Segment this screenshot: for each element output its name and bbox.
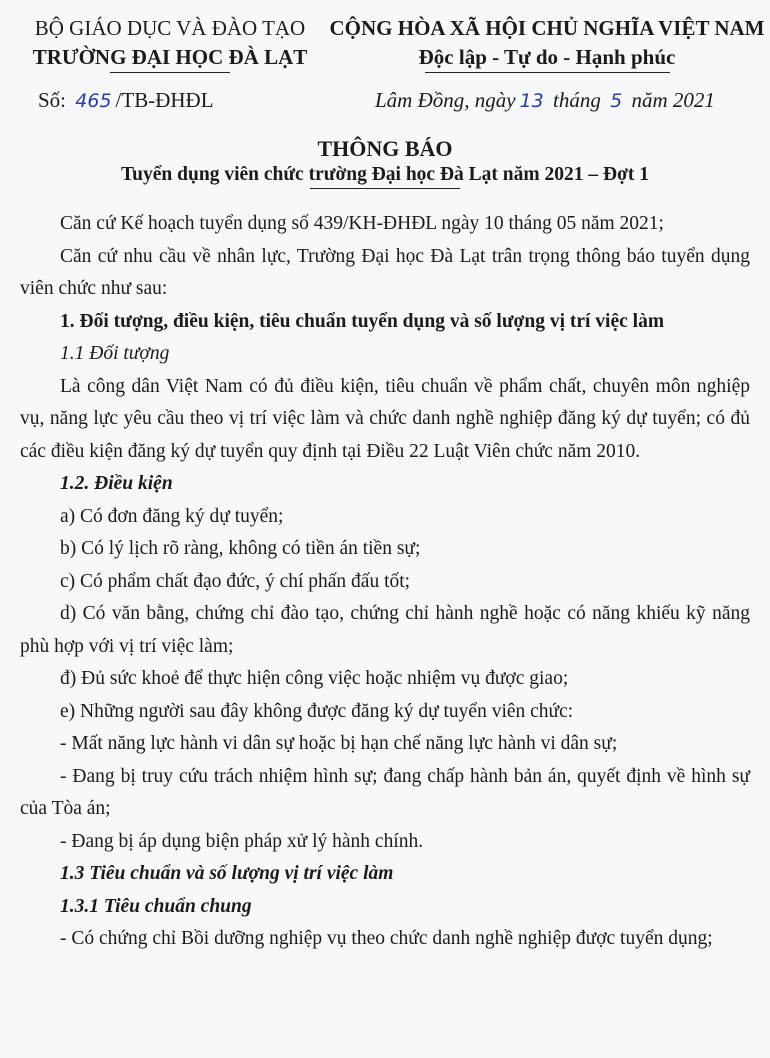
exclusion-1: - Mất năng lực hành vi dân sự hoặc bị hạn chế năng lực hành vi dân sự; (60, 733, 618, 754)
handwritten-number: 465 (75, 90, 112, 112)
subtitle-underline (310, 188, 460, 189)
motto-underline (425, 72, 670, 73)
basis-paragraph-1: Căn cứ Kế hoạch tuyển dụng số 439/KH-ĐHĐL ngày 10 tháng 05 năm 2021; (60, 213, 664, 234)
section-1-1-text: Là công dân Việt Nam có đủ điều kiện, tiêu chuẩn về phẩm chất, chuyên môn nghiệp vụ, năng lực yêu cầu theo vị trí việc làm và chức danh nghề nghiệp đăng ký dự tuyển; có đủ các điều kiện đăng ký dự tuyển quy định tại Điều 22 Luật Viên chức năm 2010. (20, 375, 750, 462)
section-1-3-1-heading: 1.3.1 Tiêu chuẩn chung (60, 895, 252, 917)
exclusion-3: - Đang bị áp dụng biện pháp xử lý hành chính. (60, 830, 424, 852)
standard-1: - Có chứng chỉ Bồi dưỡng nghiệp vụ theo chức danh nghề nghiệp được tuyển dụng; (60, 928, 713, 949)
month-label: tháng (553, 88, 601, 112)
issuer-header (20, 16, 320, 73)
national-motto: Độc lập - Tự do - Hạnh phúc (418, 45, 676, 69)
handwritten-month: 5 (610, 90, 623, 112)
document-subtitle (0, 164, 770, 189)
number-suffix: /TB-ĐHĐL (115, 88, 214, 112)
year-label: năm 2021 (631, 88, 715, 112)
number-prefix: Số: (38, 88, 67, 112)
nation-name: CỘNG HÒA XÃ HỘI CHỦ NGHĨA VIỆT NAM (329, 16, 765, 40)
condition-e: e) Những người sau đây không được đăng ký dự tuyển viên chức: (60, 700, 574, 722)
condition-dd: đ) Đủ sức khoẻ để thực hiện công việc hoặc nhiệm vụ được giao; (60, 668, 569, 689)
national-header (312, 16, 770, 73)
school-name: TRƯỜNG ĐẠI HỌC ĐÀ LẠT (32, 45, 308, 69)
document-title: THÔNG BÁO (317, 136, 453, 161)
place-label: Lâm Đồng, ngày (375, 88, 516, 112)
section-1-1-heading: 1.1 Đối tượng (60, 343, 170, 364)
condition-d: d) Có văn bằng, chứng chỉ đào tạo, chứng chỉ hành nghề hoặc có năng khiếu kỹ năng phù hợp với vị trí việc làm; (20, 603, 750, 657)
document-number (38, 88, 214, 113)
ministry-name: BỘ GIÁO DỤC VÀ ĐÀO TẠO (34, 16, 306, 40)
condition-c: c) Có phẩm chất đạo đức, ý chí phấn đấu tốt; (60, 570, 411, 592)
document-body (20, 208, 750, 956)
section-1-3-heading: 1.3 Tiêu chuẩn và số lượng vị trí việc làm (60, 863, 394, 884)
exclusion-2: - Đang bị truy cứu trách nhiệm hình sự; đang chấp hành bản án, quyết định về hình sự của Tòa án; (20, 765, 750, 819)
condition-b: b) Có lý lịch rõ ràng, không có tiền án tiền sự; (60, 538, 421, 559)
section-1-heading: 1. Đối tượng, điều kiện, tiêu chuẩn tuyển dụng và số lượng vị trí việc làm (60, 310, 665, 332)
issuer-underline (110, 72, 230, 73)
place-and-date (375, 88, 715, 113)
handwritten-day: 13 (519, 90, 544, 112)
subtitle-text: Tuyển dụng viên chức trường Đại học Đà Lạt năm 2021 – Đợt 1 (120, 164, 650, 185)
condition-a: a) Có đơn đăng ký dự tuyển; (60, 505, 284, 527)
basis-paragraph-2: Căn cứ nhu cầu về nhân lực, Trường Đại học Đà Lạt trân trọng thông báo tuyển dụng viên chức như sau: (20, 245, 750, 299)
section-1-2-heading: 1.2. Điều kiện (60, 473, 173, 494)
